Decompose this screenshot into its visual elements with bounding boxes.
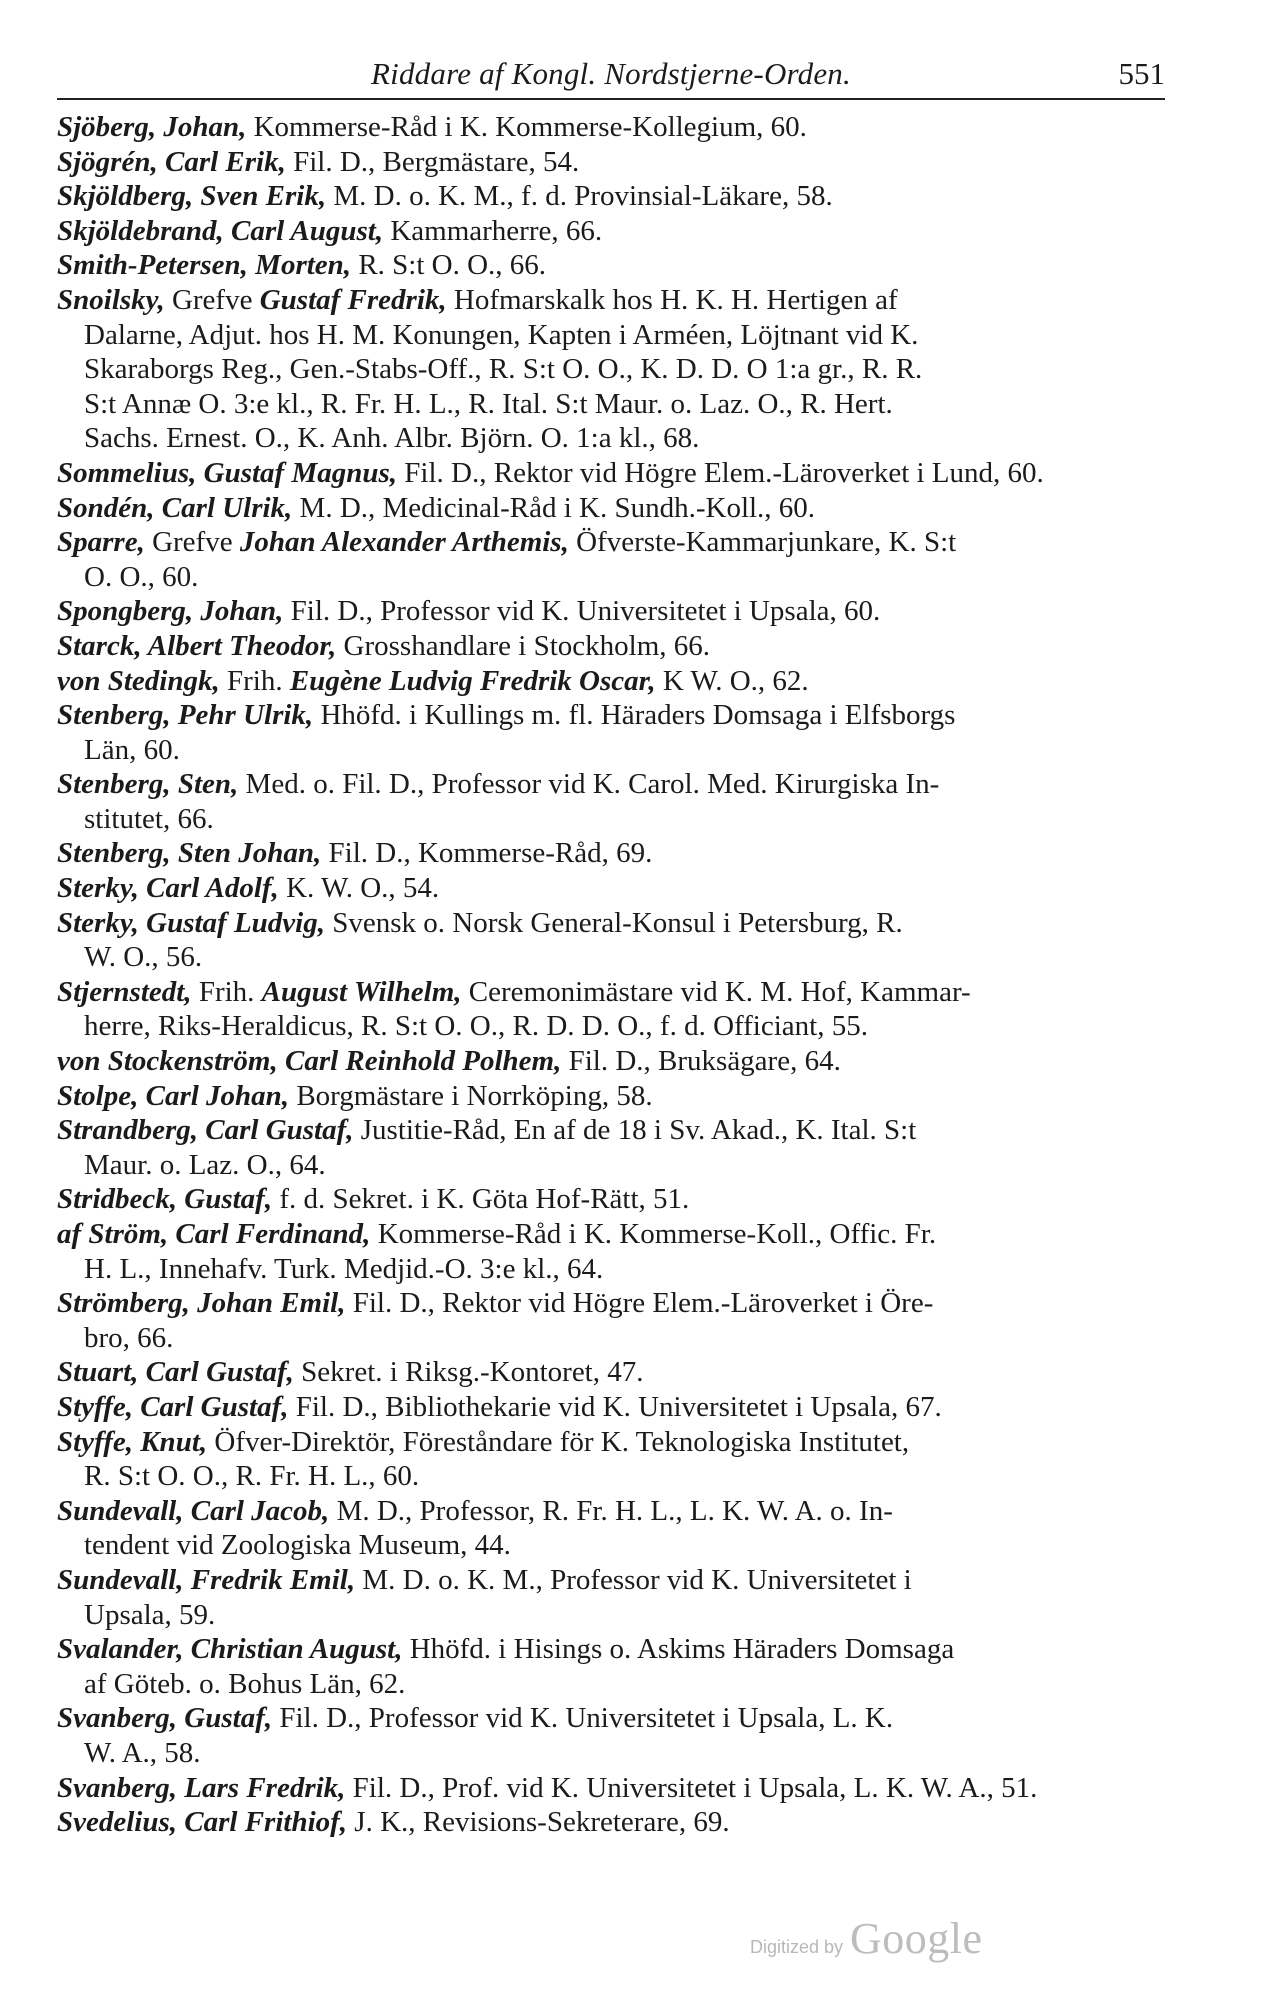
entry-name-continued: Johan Alexander Arthemis, [239, 526, 569, 559]
entry-text: Hhöfd. i Hisings o. Askims Häraders Domsaga [402, 1633, 955, 1666]
list-item [57, 836, 1165, 871]
list-item [57, 1805, 1165, 1840]
list-item [57, 664, 1165, 699]
entry-first-line [57, 975, 1165, 1010]
list-item [57, 629, 1165, 664]
entry-first-line [57, 1390, 1165, 1425]
entry-first-line [57, 1494, 1165, 1529]
entry-first-line [57, 698, 1165, 733]
entry-text: Justitie-Råd, En af de 18 i Sv. Akad., K. Ital. S:t [353, 1114, 917, 1147]
entry-name: Stolpe, Carl Johan, [57, 1079, 290, 1112]
list-item [57, 491, 1165, 526]
list-item [57, 1563, 1165, 1632]
list-item [57, 1425, 1165, 1494]
entry-continuation-line [57, 1148, 1165, 1183]
entry-list [57, 110, 1165, 1840]
entry-text: Fil. D., Kommerse-Råd, 69. [321, 837, 653, 870]
entry-text: stitutet, 66. [84, 802, 214, 835]
entry-name: Stenberg, Sten, [57, 768, 239, 801]
entry-name: Svanberg, Gustaf, [57, 1702, 273, 1735]
entry-text-continued: Hofmarskalk hos H. K. H. Hertigen af [446, 283, 898, 316]
entry-text-continued: K W. O., 62. [655, 664, 809, 697]
entry-name: Strömberg, Johan Emil, [57, 1287, 346, 1320]
list-item [57, 456, 1165, 491]
entry-first-line [57, 456, 1165, 491]
entry-text: Kammarherre, 66. [383, 214, 603, 247]
running-title: Riddare af Kongl. Nordstjerne-Orden. [371, 56, 851, 91]
entry-text: W. O., 56. [84, 941, 203, 974]
entry-first-line [57, 1701, 1165, 1736]
list-item [57, 906, 1165, 975]
entry-continuation-line [57, 1459, 1165, 1494]
entry-first-line [57, 179, 1165, 214]
entry-name: Styffe, Knut, [57, 1425, 208, 1458]
entry-text: Grefve [164, 283, 260, 316]
page-number: 551 [1118, 56, 1165, 91]
entry-text: Svensk o. Norsk General-Konsul i Petersburg, R. [324, 906, 903, 939]
entry-first-line [57, 836, 1165, 871]
page-header [57, 52, 1165, 102]
entry-name: Skjöldberg, Sven Erik, [57, 180, 327, 213]
list-item [57, 145, 1165, 180]
entry-first-line [57, 1182, 1165, 1217]
entry-name: Sjöberg, Johan, [57, 111, 247, 143]
entry-name: Sterky, Gustaf Ludvig, [57, 906, 325, 939]
entry-text: bro, 66. [84, 1321, 174, 1354]
entry-text: J. K., Revisions-Sekreterare, 69. [347, 1806, 730, 1839]
entry-text-continued: Öfverste-Kammarjunkare, K. S:t [568, 526, 957, 559]
entry-text: M. D., Professor, R. Fr. H. L., L. K. W. A. o. In- [329, 1494, 893, 1527]
list-item [57, 1701, 1165, 1770]
list-item [57, 110, 1165, 145]
entry-first-line [57, 1632, 1165, 1667]
list-item [57, 214, 1165, 249]
entry-first-line [57, 110, 1165, 145]
entry-text-continued: Ceremonimästare vid K. M. Hof, Kammar- [461, 975, 971, 1008]
entry-text: Fil. D., Bruksägare, 64. [561, 1045, 841, 1078]
entry-first-line [57, 906, 1165, 941]
entry-name-continued: August Wilhelm, [261, 975, 462, 1008]
list-item [57, 1044, 1165, 1079]
entry-first-line [57, 594, 1165, 629]
entry-text: Frih. [219, 664, 290, 697]
list-item [57, 1079, 1165, 1114]
entry-text: Sekret. i Riksg.-Kontoret, 47. [293, 1356, 644, 1389]
entry-text: Fil. D., Prof. vid K. Universitetet i Upsala, L. K. W. A., 51. [345, 1771, 1038, 1804]
entry-name-continued: Eugène Ludvig Fredrik Oscar, [289, 664, 656, 697]
entry-text: H. L., Innehafv. Turk. Medjid.-O. 3:e kl., 64. [84, 1252, 604, 1285]
entry-continuation-line [57, 387, 1165, 422]
entry-name: Stjernstedt, [57, 975, 192, 1008]
entry-text: Grosshandlare i Stockholm, 66. [336, 629, 711, 662]
header-rule [57, 98, 1165, 100]
entry-first-line [57, 1044, 1165, 1079]
list-item [57, 1286, 1165, 1355]
entry-first-line [57, 491, 1165, 526]
entry-text: M. D., Medicinal-Råd i K. Sundh.-Koll., 60. [292, 491, 816, 524]
entry-text: Fil. D., Rektor vid Högre Elem.-Läroverket i Lund, 60. [397, 456, 1044, 489]
entry-first-line [57, 629, 1165, 664]
entry-first-line [57, 664, 1165, 699]
entry-text: Borgmästare i Norrköping, 58. [289, 1079, 653, 1112]
entry-name: Snoilsky, [57, 283, 165, 316]
list-item [57, 248, 1165, 283]
entry-text: Frih. [191, 975, 262, 1008]
entry-name: von Stedingk, [57, 664, 220, 697]
list-item [57, 1182, 1165, 1217]
entry-name: Stuart, Carl Gustaf, [57, 1356, 294, 1389]
entry-first-line [57, 1079, 1165, 1114]
entry-continuation-line [57, 802, 1165, 837]
entry-first-line [57, 1113, 1165, 1148]
google-logo: Google [850, 1914, 983, 1963]
entry-continuation-line [57, 352, 1165, 387]
entry-continuation-line [57, 1528, 1165, 1563]
list-item [57, 1494, 1165, 1563]
entry-text: M. D. o. K. M., Professor vid K. Universitetet i [355, 1563, 912, 1596]
entry-text: Sachs. Ernest. O., K. Anh. Albr. Björn. O. 1:a kl., 68. [84, 422, 700, 455]
entry-name: Svanberg, Lars Fredrik, [57, 1771, 346, 1804]
entry-text: Upsala, 59. [84, 1598, 216, 1631]
entry-name: Stridbeck, Gustaf, [57, 1183, 273, 1216]
entry-text: Grefve [144, 526, 240, 559]
list-item [57, 525, 1165, 594]
entry-name: Sondén, Carl Ulrik, [57, 491, 293, 524]
entry-text: Kommerse-Råd i K. Kommerse-Kollegium, 60. [246, 111, 807, 143]
entry-text: herre, Riks-Heraldicus, R. S:t O. O., R. D. D. O., f. d. Officiant, 55. [84, 1010, 868, 1043]
entry-first-line [57, 1563, 1165, 1598]
digitized-by-google-watermark [750, 1913, 1010, 1973]
entry-first-line [57, 1286, 1165, 1321]
entry-name: Stenberg, Sten Johan, [57, 837, 322, 870]
entry-name: Sundevall, Carl Jacob, [57, 1494, 330, 1527]
entry-name-continued: Gustaf Fredrik, [259, 283, 447, 316]
digitized-by-label: Digitized by [750, 1937, 844, 1957]
entry-name: Skjöldebrand, Carl August, [57, 214, 384, 247]
list-item [57, 283, 1165, 456]
entry-name: Smith-Petersen, Morten, [57, 249, 352, 282]
entry-name: von Stockenström, Carl Reinhold Polhem, [57, 1045, 562, 1078]
entry-text: Kommerse-Råd i K. Kommerse-Koll., Offic. Fr. [370, 1218, 937, 1250]
list-item [57, 179, 1165, 214]
entry-first-line [57, 871, 1165, 906]
list-item [57, 1632, 1165, 1701]
entry-text: Län, 60. [84, 733, 180, 766]
entry-text: Fil. D., Professor vid K. Universitetet i Upsala, 60. [283, 595, 881, 628]
entry-name: Spongberg, Johan, [57, 595, 284, 628]
entry-text: af Göteb. o. Bohus Län, 62. [84, 1667, 406, 1700]
entry-name: Strandberg, Carl Gustaf, [57, 1114, 354, 1147]
list-item [57, 594, 1165, 629]
entry-name: Sundevall, Fredrik Emil, [57, 1563, 356, 1596]
entry-first-line [57, 248, 1165, 283]
entry-first-line [57, 525, 1165, 560]
entry-first-line [57, 1355, 1165, 1390]
entry-continuation-line [57, 560, 1165, 595]
entry-name: Sterky, Carl Adolf, [57, 872, 279, 905]
entry-text: K. W. O., 54. [278, 872, 440, 905]
entry-text: Med. o. Fil. D., Professor vid K. Carol. Med. Kirurgiska In- [238, 768, 940, 801]
entry-name: Svedelius, Carl Frithiof, [57, 1806, 348, 1839]
list-item [57, 975, 1165, 1044]
entry-name: Sjögrén, Carl Erik, [57, 145, 286, 178]
entry-name: Sommelius, Gustaf Magnus, [57, 456, 398, 489]
entry-text: R. S:t O. O., R. Fr. H. L., 60. [84, 1460, 420, 1493]
list-item [57, 871, 1165, 906]
list-item [57, 1355, 1165, 1390]
entry-continuation-line [57, 1598, 1165, 1633]
entry-continuation-line [57, 1321, 1165, 1356]
entry-text: Hhöfd. i Kullings m. fl. Häraders Domsaga i Elfsborgs [313, 699, 956, 732]
list-item [57, 1113, 1165, 1182]
entry-continuation-line [57, 421, 1165, 456]
entry-text: Fil. D., Bergmästare, 54. [285, 145, 580, 178]
entry-continuation-line [57, 1009, 1165, 1044]
entry-first-line [57, 1805, 1165, 1840]
entry-text: Fil. D., Bibliothekarie vid K. Universitetet i Upsala, 67. [288, 1390, 942, 1423]
entry-name: af Ström, Carl Ferdinand, [57, 1218, 371, 1250]
entry-text: Fil. D., Professor vid K. Universitetet i Upsala, L. K. [272, 1702, 894, 1735]
entry-name: Svalander, Christian August, [57, 1633, 403, 1666]
entry-first-line [57, 1771, 1165, 1806]
entry-first-line [57, 145, 1165, 180]
entry-continuation-line [57, 1252, 1165, 1287]
entry-first-line [57, 214, 1165, 249]
entry-name: Starck, Albert Theodor, [57, 629, 337, 662]
entry-name: Sparre, [57, 526, 145, 559]
entry-text: Maur. o. Laz. O., 64. [84, 1148, 326, 1181]
list-item [57, 698, 1165, 767]
entry-text: tendent vid Zoologiska Museum, 44. [84, 1529, 511, 1562]
entry-text: f. d. Sekret. i K. Göta Hof-Rätt, 51. [272, 1183, 690, 1216]
entry-name: Stenberg, Pehr Ulrik, [57, 699, 314, 732]
entry-text: M. D. o. K. M., f. d. Provinsial-Läkare, 58. [326, 180, 833, 213]
list-item [57, 1217, 1165, 1286]
entry-name: Styffe, Carl Gustaf, [57, 1390, 289, 1423]
entry-text: Öfver-Direktör, Föreståndare för K. Teknologiska Institutet, [207, 1425, 910, 1458]
entry-text: Fil. D., Rektor vid Högre Elem.-Läroverket i Öre- [345, 1287, 934, 1320]
entry-continuation-line [57, 318, 1165, 353]
entry-text: Dalarne, Adjut. hos H. M. Konungen, Kapten i Arméen, Löjtnant vid K. [84, 318, 919, 351]
entry-continuation-line [57, 940, 1165, 975]
entry-continuation-line [57, 1667, 1165, 1702]
entry-first-line [57, 1217, 1165, 1252]
list-item [57, 1771, 1165, 1806]
entry-text: Skaraborgs Reg., Gen.-Stabs-Off., R. S:t O. O., K. D. D. O 1:a gr., R. R. [84, 353, 923, 386]
list-item [57, 1390, 1165, 1425]
list-item [57, 767, 1165, 836]
entry-continuation-line [57, 733, 1165, 768]
entry-text: O. O., 60. [84, 560, 199, 593]
entry-first-line [57, 283, 1165, 318]
entry-text: W. A., 58. [84, 1736, 201, 1769]
entry-text: S:t Annæ O. 3:e kl., R. Fr. H. L., R. Ital. S:t Maur. o. Laz. O., R. Hert. [84, 387, 893, 420]
entry-continuation-line [57, 1736, 1165, 1771]
entry-text: R. S:t O. O., 66. [351, 249, 547, 282]
entry-first-line [57, 767, 1165, 802]
entry-first-line [57, 1425, 1165, 1460]
